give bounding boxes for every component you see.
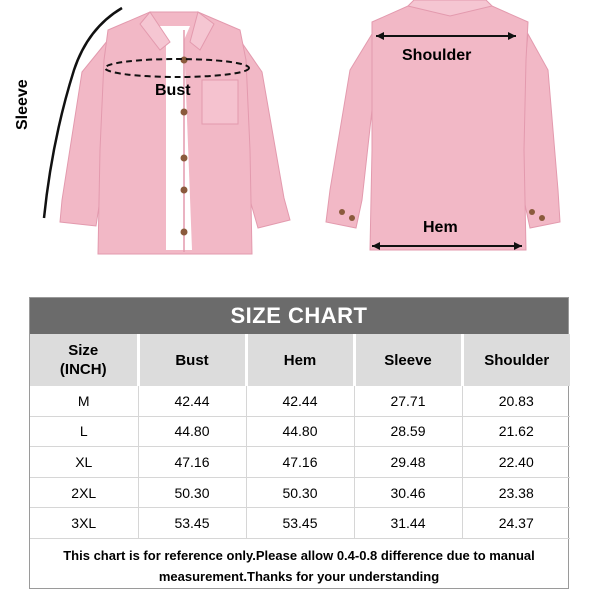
size-cell: 2XL	[30, 477, 138, 508]
bust-cell: 50.30	[138, 477, 246, 508]
size-cell: L	[30, 416, 138, 447]
sleeve-cell: 29.48	[354, 447, 462, 478]
hem-cell: 47.16	[246, 447, 354, 478]
shirt-diagram	[0, 0, 600, 285]
bust-cell: 47.16	[138, 447, 246, 478]
sleeve-cell: 27.71	[354, 386, 462, 416]
shoulder-cell: 22.40	[462, 447, 570, 478]
column-header-shoulder: Shoulder	[462, 334, 570, 386]
hem-label: Hem	[423, 219, 458, 236]
back-shirt-illustration	[326, 0, 560, 250]
column-header-hem: Hem	[246, 334, 354, 386]
bust-label: Bust	[155, 82, 191, 99]
column-header-sleeve: Sleeve	[354, 334, 462, 386]
hem-cell: 42.44	[246, 386, 354, 416]
sleeve-cell: 28.59	[354, 416, 462, 447]
table-row	[30, 477, 570, 508]
table-row	[30, 508, 570, 539]
size-chart	[29, 297, 569, 589]
shoulder-cell: 24.37	[462, 508, 570, 539]
size-cell: M	[30, 386, 138, 416]
bust-cell: 44.80	[138, 416, 246, 447]
shirt-illustrations	[0, 0, 600, 285]
size-cell: XL	[30, 447, 138, 478]
size-cell: 3XL	[30, 508, 138, 539]
column-header-size: Size (INCH)	[30, 334, 138, 386]
hem-cell: 44.80	[246, 416, 354, 447]
shoulder-cell: 23.38	[462, 477, 570, 508]
reference-note: This chart is for reference only.Please allow 0.4-0.8 difference due to manual measurement.Thanks for your understanding	[63, 547, 535, 584]
bust-cell: 53.45	[138, 508, 246, 539]
hem-cell: 50.30	[246, 477, 354, 508]
sleeve-label: Sleeve	[14, 79, 31, 130]
front-shirt-illustration	[44, 8, 290, 254]
size-chart-title: SIZE CHART	[30, 298, 568, 334]
table-row	[30, 416, 570, 447]
table-row	[30, 447, 570, 478]
shoulder-cell: 21.62	[462, 416, 570, 447]
shoulder-label: Shoulder	[402, 47, 472, 64]
table-header-row	[30, 334, 570, 386]
sleeve-cell: 31.44	[354, 508, 462, 539]
column-header-bust: Bust	[138, 334, 246, 386]
bust-cell: 42.44	[138, 386, 246, 416]
hem-cell: 53.45	[246, 508, 354, 539]
size-table	[30, 334, 570, 539]
table-row	[30, 386, 570, 416]
sleeve-cell: 30.46	[354, 477, 462, 508]
shoulder-cell: 20.83	[462, 386, 570, 416]
